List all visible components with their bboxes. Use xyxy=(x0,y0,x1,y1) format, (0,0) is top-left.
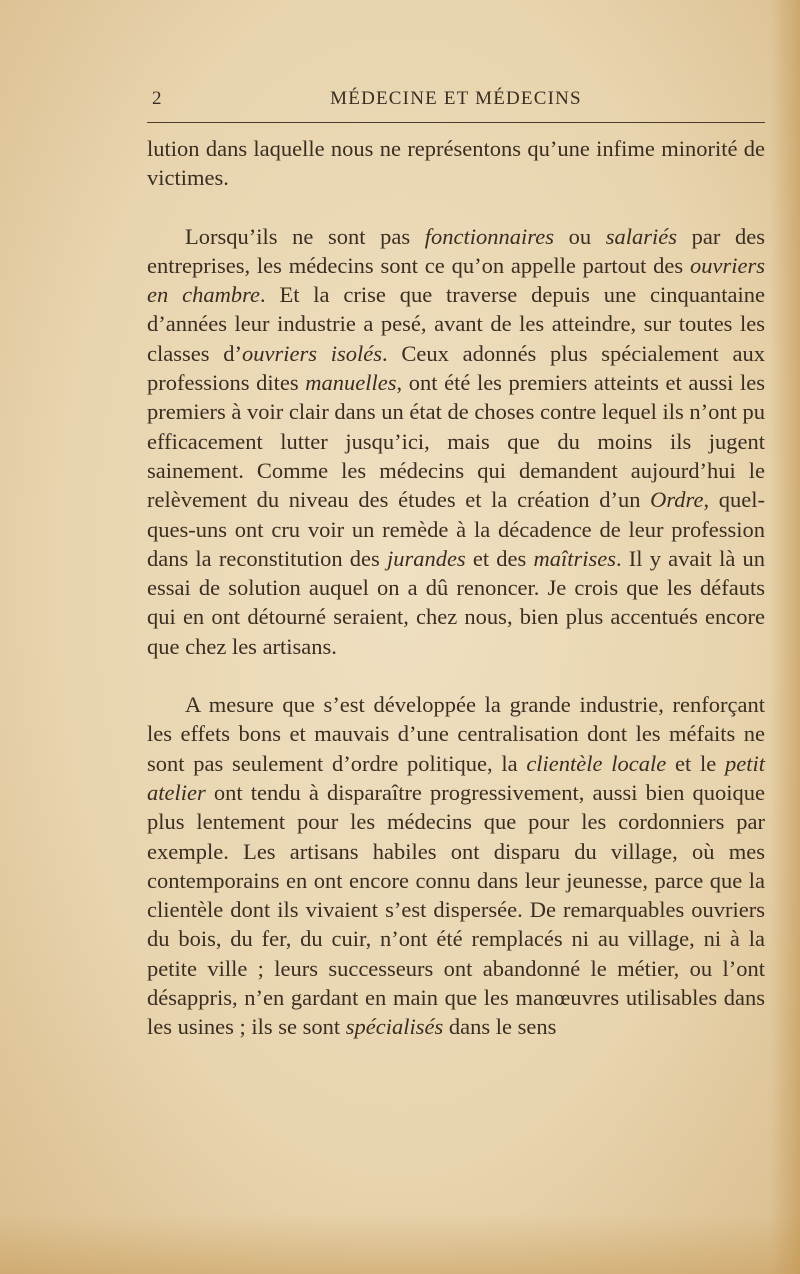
paragraph-3 xyxy=(147,690,765,1042)
running-title: MÉDECINE ET MÉDECINS xyxy=(330,88,582,109)
italic-phrase: petit atelier xyxy=(147,750,765,805)
text-run: . Ceux adonnés plus spécialement aux professions dites xyxy=(147,340,765,396)
text-run: . Et la crise que traverse depuis une cinquantaine d’années leur industrie a pesé, avant de les atteindre, sur toutes les classes d’ xyxy=(147,282,765,366)
italic-phrase: spécialisés xyxy=(345,1014,444,1040)
text-run: lution dans laquelle nous ne représentons qu’une infime minorité de victimes. xyxy=(147,136,765,191)
italic-phrase: jurandes xyxy=(386,545,466,571)
text-run: ont tendu à disparaître progressivement, aussi bien quoique plus lentement pour les médecins que pour les cordonniers par exemple. Les artisans habiles ont disparu du village, où mes contemporains en ont encore connu dans leur jeunesse, parce que la clientèle dont ils vivaient s’est dispersée. De remarquables ouvriers du bois, du fer, du cuir, n’ont été remplacés ni au village, ni à la petite ville ; leurs successeurs ont abandonné le métier, ou l’ont désappris, n’en gardant en main que les manœuvres utilisables dans les usines ; ils se sont xyxy=(147,779,765,1040)
text-run: , quelques-uns ont cru voir un remède à la décadence de leur profession dans la reconstitution des xyxy=(147,487,765,571)
text-run: et des xyxy=(465,545,534,571)
page-bottom-shadow xyxy=(0,1214,800,1274)
italic-phrase: ouvriers isolés xyxy=(241,340,382,366)
text-run: . Il y avait là un essai de solution auquel on a dû renoncer. Je crois que les défauts qui en ont détourné seraient, chez nous, bien plus accentués encore que chez les artisans. xyxy=(147,545,765,659)
paragraph-1 xyxy=(147,134,765,193)
italic-phrase: maîtrises xyxy=(533,545,616,571)
paragraph-2 xyxy=(147,222,765,661)
body-text xyxy=(147,134,765,1042)
text-run: , ont été les premiers atteints et aussi les premiers à voir clair dans un état de choses contre lequel ils n’ont pu efficacement lutter jusqu’ici, mais que du moins ils jugent sainement. Comme les médecins qui demandent aujourd’hui le relèvement du niveau des études et la création d’un xyxy=(147,370,765,513)
text-run: par des entreprises, les médecins sont ce qu’on appelle partout des xyxy=(147,223,765,278)
italic-phrase: clientèle locale xyxy=(526,750,667,776)
text-run: et le xyxy=(666,750,725,776)
text-run: A mesure que s’est développée la grande industrie, renforçant les effets bons et mauvais d’une centralisation dont les méfaits ne sont pas seulement d’ordre politique, la xyxy=(147,692,765,776)
italic-phrase: ouvriers en chambre xyxy=(147,252,765,308)
header-rule xyxy=(147,122,765,123)
text-run: Lorsqu’ils ne sont pas xyxy=(185,223,425,249)
text-run: ou xyxy=(553,223,606,249)
italic-phrase: salariés xyxy=(605,223,677,249)
page-number: 2 xyxy=(152,88,162,109)
italic-phrase: fonctionnaires xyxy=(424,223,554,249)
text-run: dans le sens xyxy=(443,1014,557,1040)
page-edge-shadow xyxy=(770,0,800,1274)
italic-phrase: manuelles xyxy=(305,370,397,396)
italic-phrase: Ordre xyxy=(650,487,704,513)
running-head xyxy=(147,88,765,118)
